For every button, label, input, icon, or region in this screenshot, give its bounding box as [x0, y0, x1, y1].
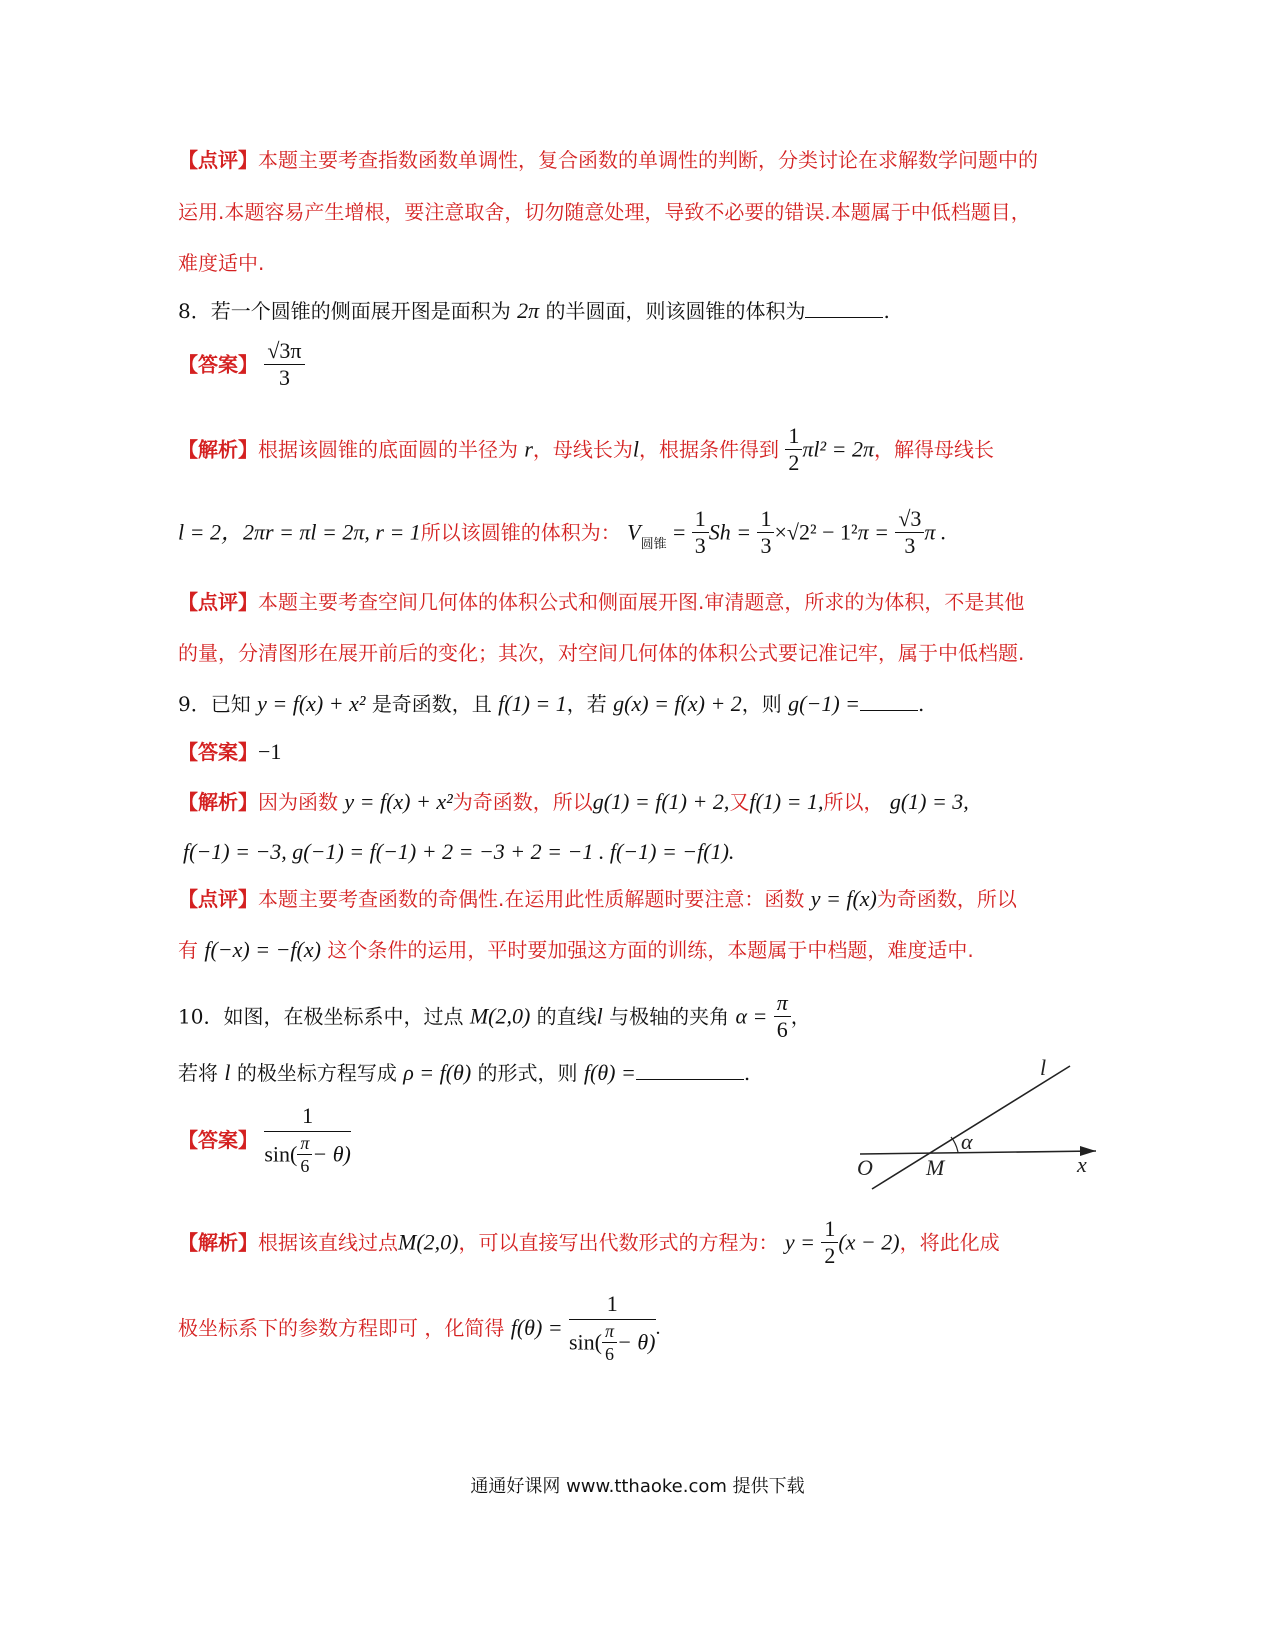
third-fraction: $\frac{1}{3}$: [692, 508, 709, 557]
q9-question: 9．已知 y = f(x) + x² 是奇函数，且 f(1) = 1，若 g(x) = f(x) + 2，则 g(−1) = .: [178, 691, 925, 716]
half-fraction: $\frac{1}{2}$: [821, 1218, 838, 1267]
q10-answer: [178, 1105, 351, 1175]
p7-review-line-3: 难度适中.: [178, 251, 265, 275]
analysis-tag: 【解析】: [178, 437, 258, 462]
line-l: [872, 1066, 1070, 1189]
q9-analysis-line-2: f(−1) = −3, g(−1) = f(−1) + 2 = −3 + 2 = −1 . f(−1) = −f(1).: [183, 839, 735, 864]
q8-analysis-line-1: 【解析】根据该圆锥的底面圆的半径为 r，母线长为l，根据条件得到 $\frac{1}{2}$ πl² = 2π，解得母线长: [178, 423, 995, 475]
q8-question: 8．若一个圆锥的侧面展开图是面积为 2π 的半圆面，则该圆锥的体积为 .: [178, 298, 890, 323]
review-tag: 【点评】: [178, 148, 258, 172]
label-l: l: [1040, 1055, 1047, 1080]
answer-blank: [636, 1079, 744, 1080]
analysis-tag: 【解析】: [178, 1230, 258, 1255]
label-O: O: [857, 1155, 873, 1180]
q8-analysis-line-2: l = 2，2πr = πl = 2π, r = 1所以该圆锥的体积为： $V_{圆锥}$ = $\frac{1}{3}$ Sh = $\frac{1}{3}$ ×√2² − 1²π = $\frac{√3}{3}$ π .: [178, 506, 947, 558]
q10-question-line-1: 10．如图，在极坐标系中，过点 M(2,0) 的直线l 与极轴的夹角 α = $\frac{\pi}{6}$ ，: [178, 990, 811, 1042]
q10-question-line-2: 若将 l 的极坐标方程写成 ρ = f(θ) 的形式，则 f(θ) = .: [178, 1060, 751, 1085]
result-fraction: $\frac{√3}{3}$: [895, 508, 924, 557]
p7-review-line-1: 【点评】本题主要考查指数函数单调性，复合函数的单调性的判断，分类讨论在求解数学问题中的: [178, 148, 1038, 172]
answer-blank: [860, 710, 918, 711]
q9-review-line-1: 【点评】本题主要考查函数的奇偶性.在运用此性质解题时要注意：函数 y = f(x)为奇函数，所以: [178, 886, 1017, 911]
polar-axis: [860, 1151, 1096, 1154]
pi-over-6: $\frac{\pi}{6}$: [774, 992, 791, 1041]
answer-tag: 【答案】: [178, 740, 258, 764]
angle-arc: [951, 1137, 958, 1152]
q8-answer: [178, 340, 305, 389]
review-tag: 【点评】: [178, 590, 258, 614]
q10-analysis-line-1: 【解析】根据该直线过点M(2,0)，可以直接写出代数形式的方程为： y = $\frac{1}{2}$ (x − 2)，将此化成: [178, 1216, 1000, 1268]
label-x: x: [1077, 1152, 1087, 1177]
review-tag: 【点评】: [178, 887, 258, 911]
label-alpha: α: [961, 1129, 973, 1154]
label-M: M: [926, 1155, 945, 1180]
answer-tag: 【答案】: [178, 352, 258, 377]
answer-tag: 【答案】: [178, 1128, 258, 1152]
q10-analysis-line-2: 极坐标系下的参数方程即可 ，化简得 f(θ) = 1 sin( $\frac{\pi}{6}$ − θ) .: [178, 1291, 661, 1364]
q9-analysis-line-1: 【解析】因为函数 y = f(x) + x²为奇函数，所以g(1) = f(1) + 2,又f(1) = 1,所以， g(1) = 3,: [178, 789, 969, 814]
q9-review-line-2: 有 f(−x) = −f(x) 这个条件的运用，平时要加强这方面的训练，本题属于中档题，难度适中.: [178, 937, 974, 962]
half-fraction: $\frac{1}{2}$: [785, 425, 802, 474]
q8-review-line-1: 【点评】本题主要考查空间几何体的体积公式和侧面展开图.审清题意，所求的为体积，不是其他: [178, 590, 1025, 614]
p7-review-line-2: 运用.本题容易产生增根，要注意取舍，切勿随意处理，导致不必要的错误.本题属于中低档题目，: [178, 200, 1031, 224]
polar-line-figure: [848, 1055, 1108, 1200]
q8-review-line-2: 的量，分清图形在展开前后的变化；其次，对空间几何体的体积公式要记准记牢，属于中低档题.: [178, 641, 1025, 665]
third-fraction-2: $\frac{1}{3}$: [757, 508, 774, 557]
answer-blank: [805, 317, 883, 318]
q10-answer-fraction: 1 sin( $\frac{\pi}{6}$ − θ): [264, 1103, 351, 1176]
q10-final-fraction: 1 sin( $\frac{\pi}{6}$ − θ): [569, 1291, 656, 1364]
q9-answer: 【答案】−1: [178, 739, 282, 764]
page-footer: 通通好课网 www.tthaoke.com 提供下载: [470, 1476, 805, 1497]
q8-answer-fraction: $\frac{√3\pi}{3}$: [264, 340, 304, 389]
analysis-tag: 【解析】: [178, 790, 258, 814]
